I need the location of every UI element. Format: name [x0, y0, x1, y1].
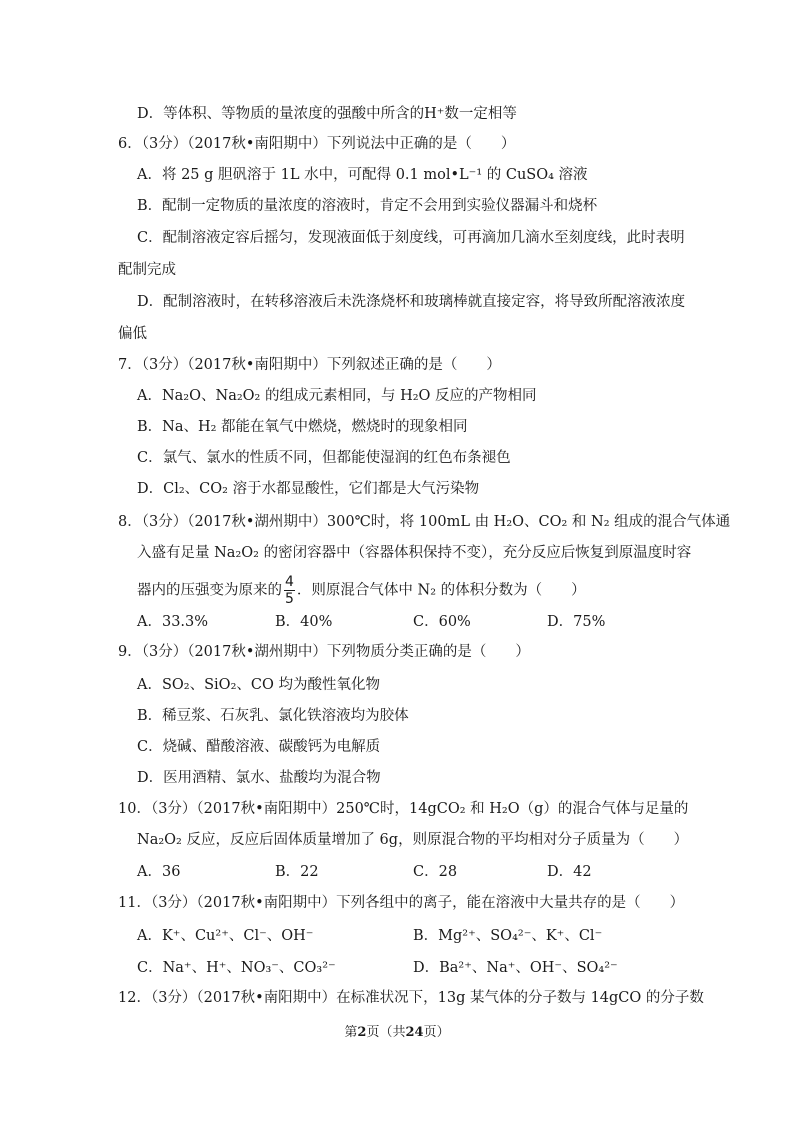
q7-option-d: D．Cl₂、CO₂ 溶于水都显酸性，它们都是大气污染物: [137, 481, 480, 497]
q6-option-a: A．将 25 g 胆矾溶于 1L 水中，可配得 0.1 mol•L⁻¹ 的 CuSO₄ 溶液: [137, 167, 588, 183]
q7-stem: 7．（3分）（2017秋•南阳期中）下列叙述正确的是（ ）: [118, 357, 501, 373]
q8-stem-line2: 入盛有足量 Na₂O₂ 的密闭容器中（容器体积保持不变），充分反应后恢复到原温度时容: [137, 545, 692, 561]
q8-option-c: C．60%: [413, 614, 471, 630]
q9-option-a: A．SO₂、SiO₂、CO 均为酸性氧化物: [137, 677, 380, 693]
q10-option-d: D．42: [547, 864, 592, 880]
q7-option-a: A．Na₂O、Na₂O₂ 的组成元素相同，与 H₂O 反应的产物相同: [137, 388, 537, 404]
q8-stem-line3-part1: 器内的压强变为原来的: [137, 582, 282, 599]
footer-prefix: 第: [344, 1025, 358, 1040]
footer-middle: 页（共: [366, 1025, 406, 1040]
q6-option-c-line1: C．配制溶液定容后摇匀，发现液面低于刻度线，可再滴加几滴水至刻度线，此时表明: [137, 230, 685, 246]
q7-option-c: C．氯气、氯水的性质不同，但都能使湿润的红色布条褪色: [137, 450, 511, 466]
q9-option-d: D．医用酒精、氯水、盐酸均为混合物: [137, 770, 381, 786]
q6-option-c-line2: 配制完成: [118, 262, 176, 278]
q10-stem-line1: 10．（3分）（2017秋•南阳期中）250℃时，14gCO₂ 和 H₂O（g）的混合气体与足量的: [118, 801, 689, 817]
q8-stem-line1: 8．（3分）（2017秋•湖州期中）300℃时，将 100mL 由 H₂O、CO₂ 和 N₂ 组成的混合气体通: [118, 514, 731, 530]
q7-option-b: B．Na、H₂ 都能在氧气中燃烧，燃烧时的现象相同: [137, 419, 468, 435]
fraction-denominator: 5: [285, 591, 294, 607]
q8-option-b: B．40%: [275, 614, 333, 630]
q11-option-a: A．K⁺、Cu²⁺、Cl⁻、OH⁻: [137, 928, 314, 944]
q9-option-b: B．稀豆浆、石灰乳、氯化铁溶液均为胶体: [137, 708, 409, 724]
footer-suffix: 页）: [423, 1025, 450, 1040]
q6-option-b: B．配制一定物质的量浓度的溶液时，肯定不会用到实验仪器漏斗和烧杯: [137, 198, 598, 214]
fraction-numerator: 4: [285, 574, 294, 590]
q11-option-b: B．Mg²⁺、SO₄²⁻、K⁺、Cl⁻: [413, 928, 603, 944]
q10-stem-line2: Na₂O₂ 反应，反应后固体质量增加了 6g，则原混合物的平均相对分子质量为（ ）: [137, 832, 689, 848]
q10-option-a: A．36: [137, 864, 181, 880]
q11-option-c: C．Na⁺、H⁺、NO₃⁻、CO₃²⁻: [137, 960, 336, 976]
q9-stem: 9．（3分）（2017秋•湖州期中）下列物质分类正确的是（ ）: [118, 644, 530, 660]
q11-option-d: D．Ba²⁺、Na⁺、OH⁻、SO₄²⁻: [413, 960, 618, 976]
q8-stem-line3-part2: ．则原混合气体中 N₂ 的体积分数为（ ）: [296, 582, 586, 599]
q9-option-c: C．烧碱、醋酸溶液、碳酸钙为电解质: [137, 739, 381, 755]
q6-option-d-line2: 偏低: [118, 326, 147, 342]
q12-stem: 12．（3分）（2017秋•南阳期中）在标准状况下，13g 某气体的分子数与 14gCO 的分子数: [118, 990, 704, 1006]
q8-option-d: D．75%: [547, 614, 606, 630]
q10-option-b: B．22: [275, 864, 319, 880]
q6-stem: 6．（3分）（2017秋•南阳期中）下列说法中正确的是（ ）: [118, 136, 516, 152]
q6-option-d-line1: D．配制溶液时，在转移溶液后未洗涤烧杯和玻璃棒就直接定容，将导致所配溶液浓度: [137, 294, 686, 310]
q5-option-d: D．等体积、等物质的量浓度的强酸中所含的H⁺数一定相等: [137, 106, 517, 122]
q10-option-c: C．28: [413, 864, 458, 880]
q8-option-a: A．33.3%: [137, 614, 209, 630]
footer-page-number: 2: [357, 1025, 367, 1040]
page-footer: [0, 1024, 794, 1042]
q11-stem: 11．（3分）（2017秋•南阳期中）下列各组中的离子，能在溶液中大量共存的是（ ）: [118, 895, 685, 911]
q8-fraction: [284, 574, 295, 607]
q8-stem-line3: [137, 574, 586, 607]
footer-total-pages: 24: [405, 1025, 424, 1040]
